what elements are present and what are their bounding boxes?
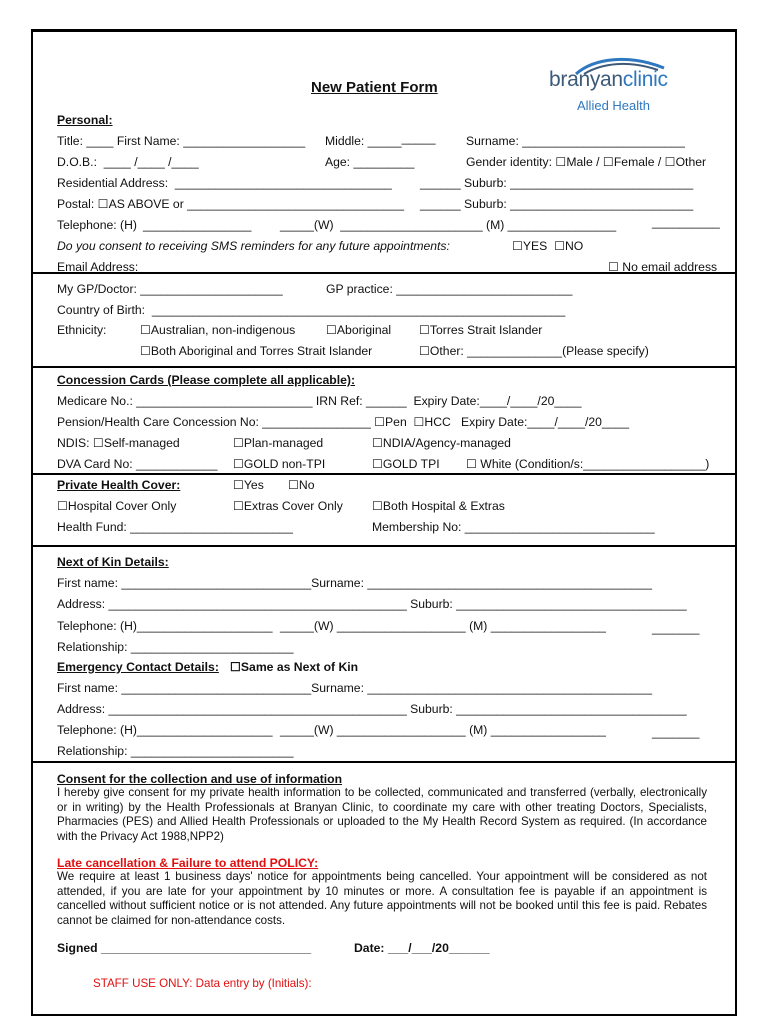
postal-address-field[interactable]: Postal: ☐AS ABOVE or ________________________________ [57,197,405,211]
divider [31,366,737,368]
sms-options[interactable]: ☐YES ☐NO [512,239,584,253]
surname-field[interactable]: Surname: ________________________ [466,134,685,148]
logo-wordmark: branyanclinic [549,68,668,91]
gp-practice-field[interactable]: GP practice: __________________________ [326,282,573,296]
consent-heading: Consent for the collection and use of information [57,772,343,786]
dob-field[interactable]: D.O.B.: ____ /____ /____ [57,155,199,169]
ethnicity-option[interactable]: ☐Both Aboriginal and Torres Strait Islander [140,344,373,358]
age-field[interactable]: Age: _________ [325,155,415,169]
policy-heading: Late cancellation & Failure to attend POLICY: [57,856,319,870]
health-cover-option[interactable]: ☐Extras Cover Only [233,499,343,513]
divider [31,761,737,763]
pension-field[interactable]: Pension/Health Care Concession No: ________________ ☐Pen ☐HCC Expiry Date:____/____/20____ [57,415,630,429]
divider [31,272,737,274]
dva-card-field[interactable]: DVA Card No: ____________ [57,457,218,471]
emergency-name-fields[interactable]: First name: ____________________________Surname: __________________________________________ [57,681,653,695]
divider [31,473,737,475]
logo-subtitle: Allied Health [577,98,650,113]
consent-body: I hereby give consent for my private health information to be collected, communicated and transferred (verbally, electronically or in writing) by the Health Professionals at Branyan Clinic, to coordinate my care with other treating Doctors, Specialists, Pharmacies (PES) and Allied Health Professionals or uploaded to the My Health Record System as required. (In accordance with the Privacy Act 1988,NPP2) [57,786,707,843]
sms-question: Do you consent to receiving SMS reminders for any future appointments: [57,239,450,253]
health-no-checkbox[interactable]: ☐No [288,478,315,492]
signature-field[interactable]: Signed _______________________________ [57,941,312,955]
emergency-relationship-field[interactable]: Relationship: ________________________ [57,744,294,758]
gender-options[interactable]: Gender identity: ☐Male / ☐Female / ☐Other [466,155,707,169]
health-yes-checkbox[interactable]: ☐Yes [233,478,264,492]
kin-name-fields[interactable]: First name: ____________________________Surname: __________________________________________ [57,576,653,590]
ethnicity-option[interactable]: ☐Torres Strait Islander [419,323,543,337]
residential-suburb-field[interactable]: ______ Suburb: ___________________________ [420,176,694,190]
residential-address-field[interactable]: Residential Address: ________________________________ [57,176,392,190]
email-field[interactable]: Email Address: [57,260,139,274]
telephone-wm-fields[interactable]: _____(W) _____________________ (M) ________________ [280,218,617,232]
middle-name-field[interactable]: Middle: __________ [325,131,436,148]
ndis-option[interactable]: ☐Plan-managed [233,436,324,450]
medicare-field[interactable]: Medicare No.: __________________________ IRN Ref: ______ Expiry Date:____/____/20____ [57,394,582,408]
emergency-address-fields[interactable]: Address: ____________________________________________ Suburb: __________________________________ [57,702,687,716]
personal-heading: Personal: [57,113,113,127]
emergency-telephone-h-field[interactable]: Telephone: (H)____________________ [57,723,273,737]
divider [31,545,737,547]
policy-body: We require at least 1 business days' notice for appointments being cancelled. Your appointment will be considered as not attended, if you are late for your appointment by 10 minutes or more. A consultation fee is payable if an appointment is cancelled without sufficient notice or is not attended. Any future appointments will not be booked until this fee is paid. Rebates cannot be claimed for non-attendance costs. [57,870,707,927]
staff-use-label: STAFF USE ONLY: Data entry by (Initials): [93,977,312,990]
emergency-telephone-tail: _______ [652,725,700,739]
kin-telephone-tail: _______ [652,621,700,635]
telephone-tail: __________ [652,215,720,229]
gp-doctor-field[interactable]: My GP/Doctor: _____________________ [57,282,283,296]
name-fields[interactable]: Title: ____ First Name: __________________ [57,134,306,148]
no-email-checkbox[interactable]: ☐ No email address [608,260,718,274]
kin-relationship-field[interactable]: Relationship: ________________________ [57,640,294,654]
dva-option[interactable]: ☐ White (Condition/s:__________________) [466,457,710,471]
postal-suburb-field[interactable]: ______ Suburb: ___________________________ [420,197,694,211]
concession-heading: Concession Cards (Please complete all applicable): [57,373,356,387]
form-title: New Patient Form [311,79,438,96]
same-as-kin-checkbox[interactable]: ☐Same as Next of Kin [230,660,359,674]
kin-telephone-wm-fields[interactable]: _____(W) ___________________ (M) _________________ [280,619,606,633]
ndis-option[interactable]: NDIS: ☐Self-managed [57,436,180,450]
ethnicity-label: Ethnicity: [57,323,107,337]
emergency-contact-heading: Emergency Contact Details: [57,660,219,674]
telephone-h-field[interactable]: ________________ [143,218,252,232]
dva-option[interactable]: ☐GOLD TPI [372,457,440,471]
emergency-telephone-wm-fields[interactable]: _____(W) ___________________ (M) _________________ [280,723,606,737]
private-health-heading: Private Health Cover: [57,478,181,492]
ethnicity-option[interactable]: ☐Australian, non-indigenous [140,323,296,337]
telephone-label: Telephone: (H) [57,218,137,232]
membership-field[interactable]: Membership No: ____________________________ [372,520,655,534]
country-of-birth-field[interactable]: Country of Birth: _____________________________________________________________ [57,303,566,317]
ndis-option[interactable]: ☐NDIA/Agency-managed [372,436,511,450]
date-field[interactable]: Date: ___/___/20______ [354,941,490,955]
ethnicity-option[interactable]: ☐Other: ______________(Please specify) [419,344,649,358]
ethnicity-option[interactable]: ☐Aboriginal [326,323,392,337]
kin-address-fields[interactable]: Address: ____________________________________________ Suburb: __________________________________ [57,597,687,611]
health-fund-field[interactable]: Health Fund: ________________________ [57,520,293,534]
dva-option[interactable]: ☐GOLD non-TPI [233,457,326,471]
next-of-kin-heading: Next of Kin Details: [57,555,169,569]
health-cover-option[interactable]: ☐Hospital Cover Only [57,499,177,513]
kin-telephone-h-field[interactable]: Telephone: (H)____________________ [57,619,273,633]
health-cover-option[interactable]: ☐Both Hospital & Extras [372,499,505,513]
